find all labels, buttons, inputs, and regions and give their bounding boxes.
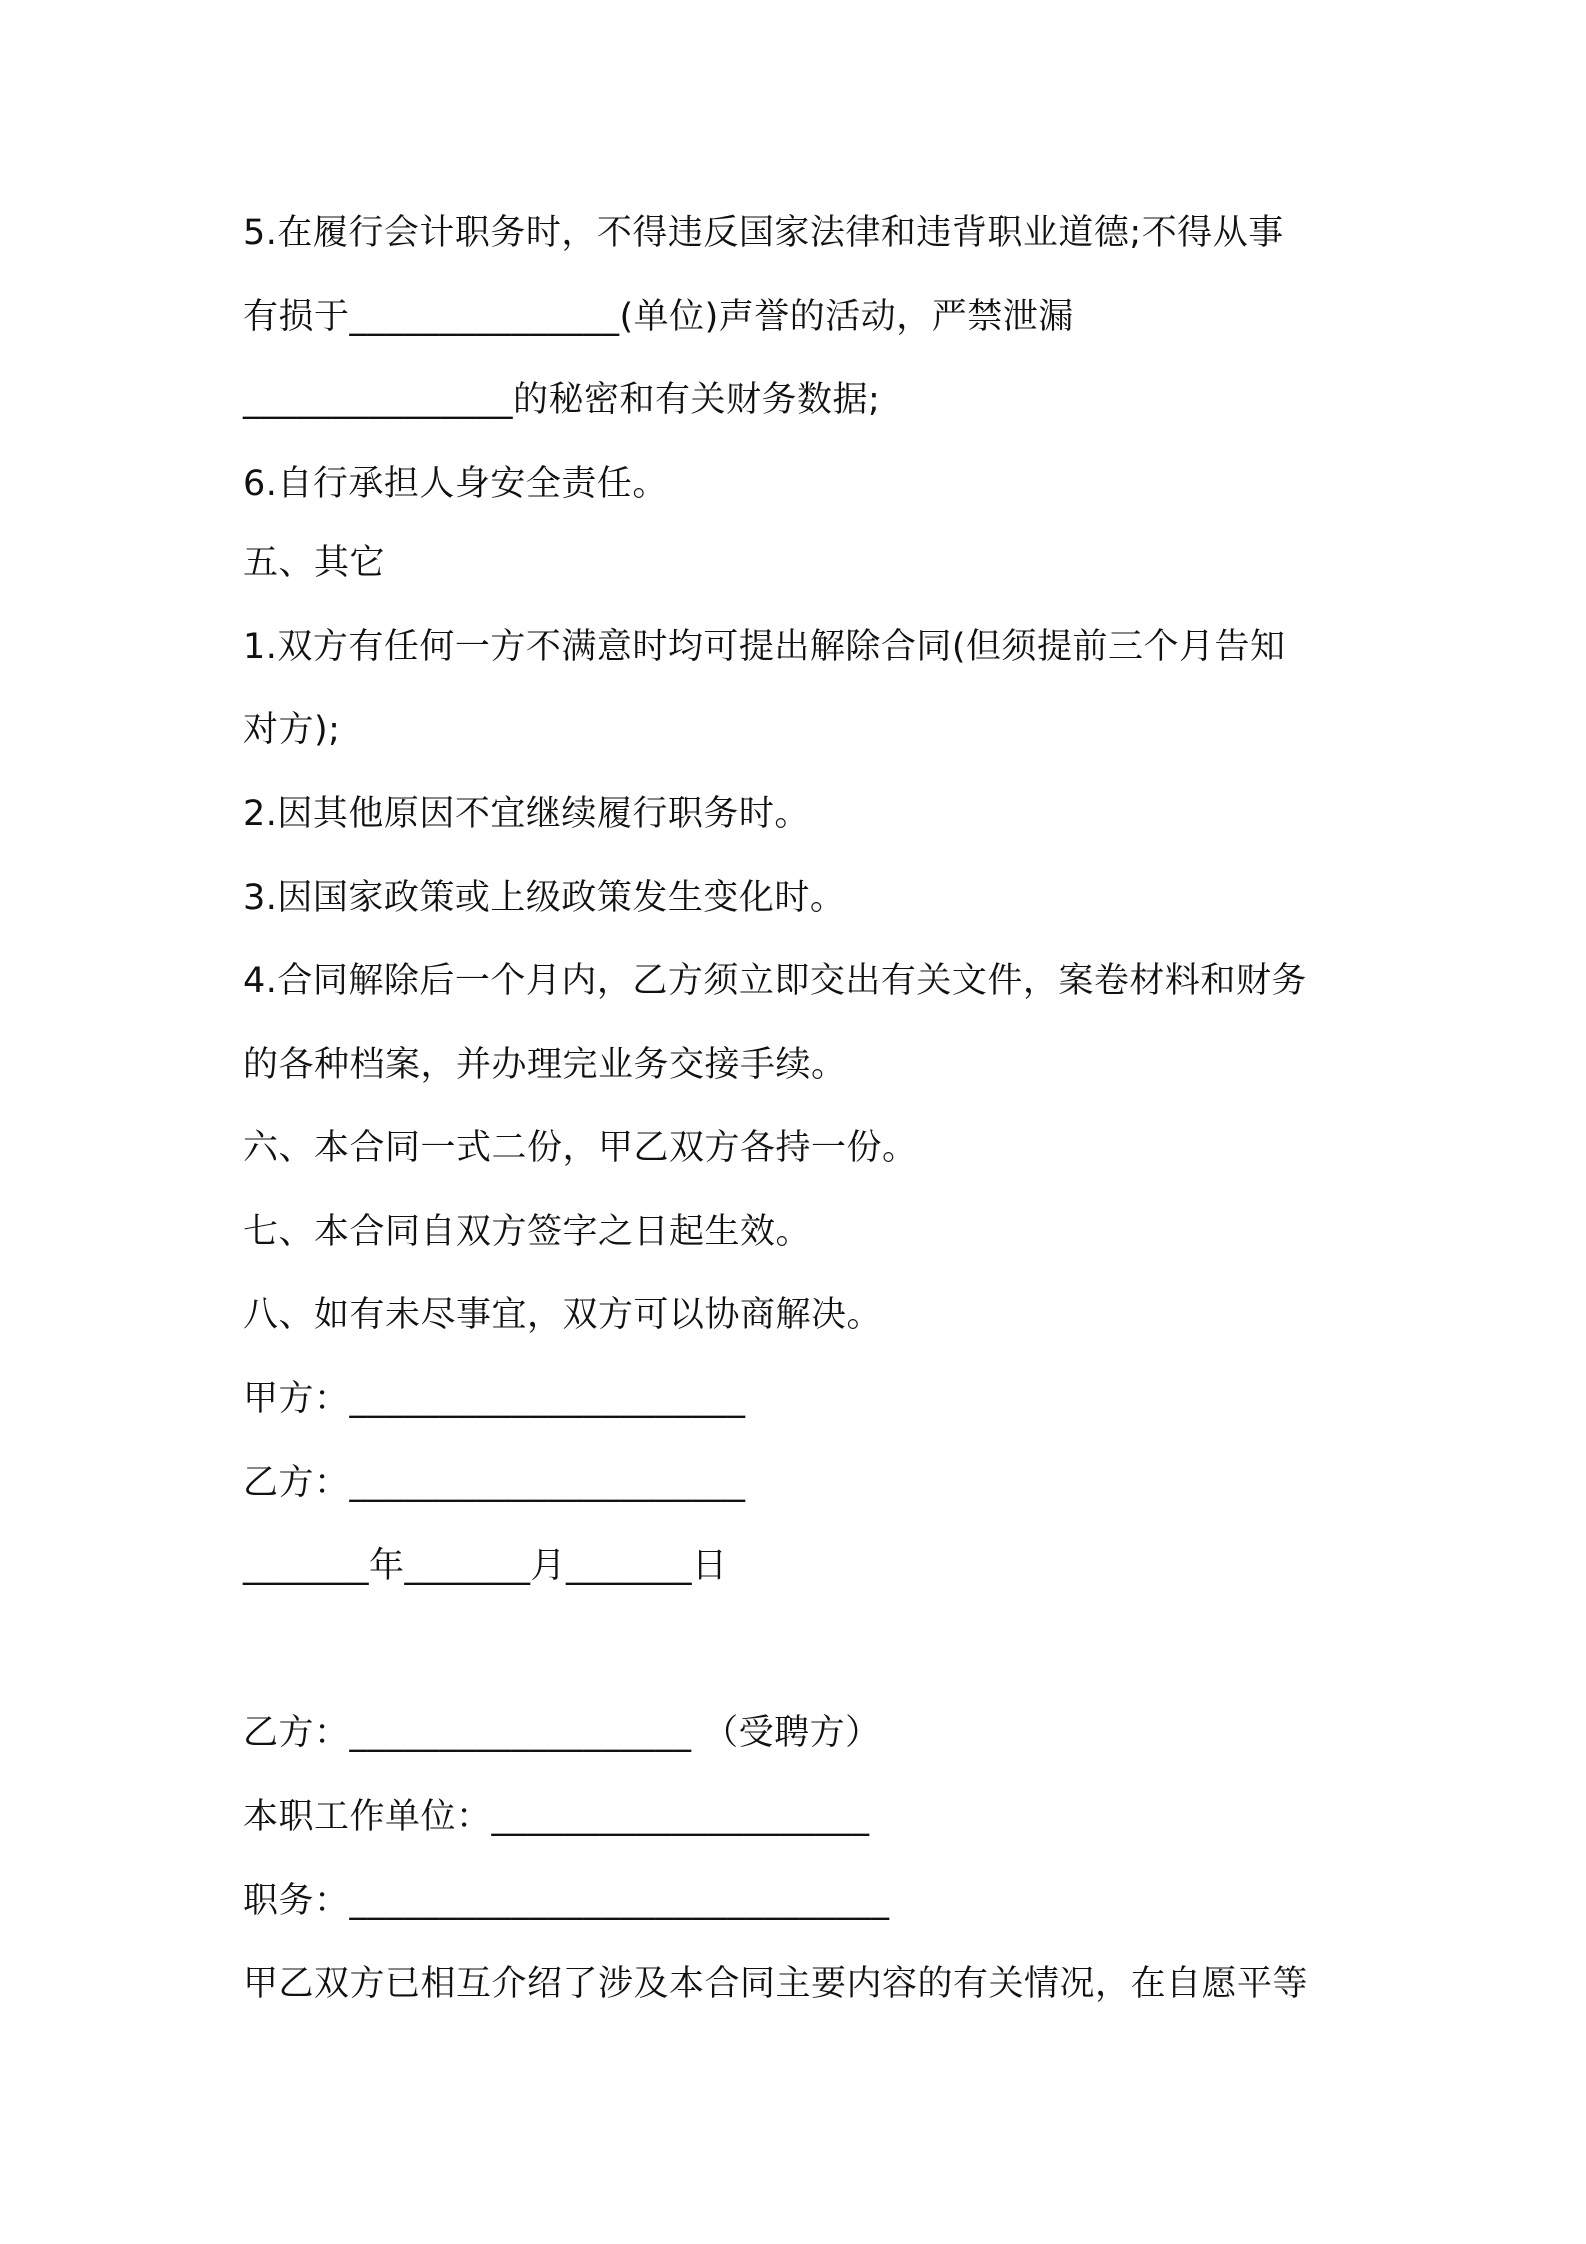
section-7: 七、本合同自双方签字之日起生效。 [243, 1212, 812, 1252]
other-item-4-line-2: 的各种档案，并办理完业务交接手续。 [243, 1045, 847, 1085]
other-item-4-line-1: 4.合同解除后一个月内，乙方须立即交出有关文件，案卷材料和财务 [243, 961, 1307, 1001]
section-8: 八、如有未尽事宜，双方可以协商解决。 [243, 1295, 883, 1335]
work-unit-field: 本职工作单位：_____________________ [243, 1797, 870, 1837]
section-5-heading: 五、其它 [243, 543, 386, 583]
intro-paragraph: 甲乙双方已相互介绍了涉及本合同主要内容的有关情况，在自愿平等 [243, 1964, 1309, 2004]
section-6: 六、本合同一式二份，甲乙双方各持一份。 [243, 1128, 918, 1168]
position-field: 职务：______________________________ [243, 1881, 890, 1921]
other-item-3: 3.因国家政策或上级政策发生变化时。 [243, 878, 846, 918]
clause-6: 6.自行承担人身安全责任。 [243, 464, 668, 504]
party-b-signature: 乙方：______________________ [243, 1463, 746, 1503]
party-b-employee: 乙方：___________________ （受聘方） [243, 1713, 881, 1753]
party-a-signature: 甲方：______________________ [243, 1379, 746, 1419]
clause-5-line-2: 有损于_______________(单位)声誉的活动，严禁泄漏 [243, 297, 1074, 337]
clause-5-line-1: 5.在履行会计职务时，不得违反国家法律和违背职业道德;不得从事 [243, 213, 1284, 253]
signing-date: _______年_______月_______日 [243, 1546, 728, 1586]
other-item-1-line-2: 对方); [243, 710, 341, 750]
other-item-2: 2.因其他原因不宜继续履行职务时。 [243, 794, 810, 834]
other-item-1-line-1: 1.双方有任何一方不满意时均可提出解除合同(但须提前三个月告知 [243, 627, 1286, 667]
clause-5-line-3: _______________的秘密和有关财务数据; [243, 380, 881, 420]
